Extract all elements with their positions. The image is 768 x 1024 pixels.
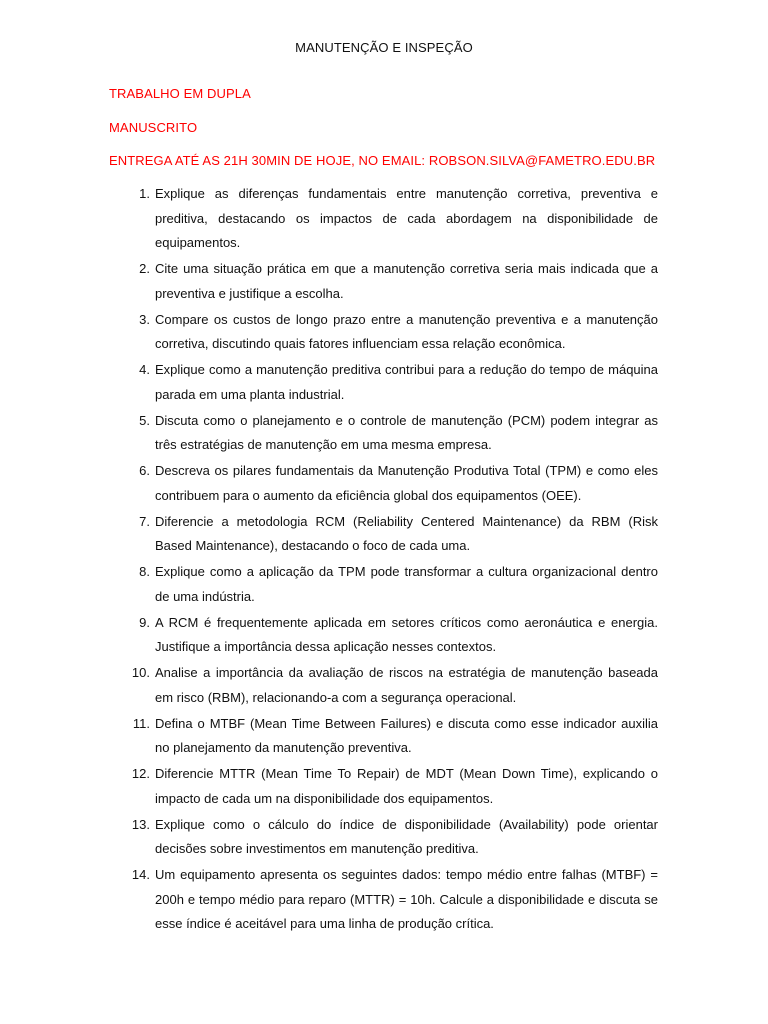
question-number: 14.: [131, 867, 150, 882]
question-number: 9.: [139, 614, 150, 630]
question-text: Discuta como o planejamento e o controle de manutenção (PCM) podem integrar as três estratégias de manutenção em uma mesma empresa.: [155, 412, 658, 452]
question-text: Compare os custos de longo prazo entre a manutenção preventiva e a manutenção corretiva, discutindo quais fatores influenciam essa relação econômica.: [155, 311, 658, 351]
question-number: 6.: [139, 463, 150, 478]
question-text: A RCM é frequentemente aplicada em setores críticos como aeronáutica e energia. Justifique a importância dessa aplicação nesses contextos.: [155, 614, 658, 654]
list-item: [0, 182, 768, 256]
question-number: 8.: [139, 564, 150, 579]
question-text: Explique como a aplicação da TPM pode transformar a cultura organizacional dentro de uma indústria.: [155, 564, 658, 604]
question-text: Analise a importância da avaliação de riscos na estratégia de manutenção baseada em risco (RBM), relacionando-a com a segurança operacional.: [155, 665, 658, 705]
question-number: 4.: [139, 362, 150, 377]
question-text: Explique as diferenças fundamentais entre manutenção corretiva, preventiva e preditiva, destacando os impactos de cada abordagem na disponibilidade de equipamentos.: [155, 186, 658, 250]
list-item: [0, 661, 768, 710]
list-item: [0, 863, 768, 937]
list-item: [0, 510, 768, 559]
question-text: Diferencie a metodologia RCM (Reliability Centered Maintenance) da RBM (Risk Based Maintenance), destacando o foco de cada uma.: [155, 513, 658, 553]
list-item: [0, 813, 768, 862]
list-item: [0, 560, 768, 609]
question-text: Descreva os pilares fundamentais da Manutenção Produtiva Total (TPM) e como eles contribuem para o aumento da eficiência global dos equipamentos (OEE).: [155, 463, 658, 503]
question-number: 11.: [132, 715, 150, 731]
list-item: [0, 762, 768, 811]
assignment-format-line: MANUSCRITO: [109, 120, 198, 135]
question-number: 13.: [131, 816, 150, 832]
list-item: [0, 712, 768, 761]
question-number: 12.: [131, 766, 150, 781]
list-item: [0, 308, 768, 357]
question-text: Cite uma situação prática em que a manutenção corretiva seria mais indicada que a preventiva e justifique a escolha.: [155, 261, 658, 301]
question-number: 1.: [139, 186, 150, 201]
question-text: Explique como a manutenção preditiva contribui para a redução do tempo de máquina parada em uma planta industrial.: [155, 362, 658, 402]
deadline-line: ENTREGA ATÉ AS 21H 30MIN DE HOJE, NO EMAIL: ROBSON.SILVA@FAMETRO.EDU.BR: [109, 153, 656, 168]
list-item: [0, 409, 768, 458]
question-text: Defina o MTBF (Mean Time Between Failures) e discuta como esse indicador auxilia no planejamento da manutenção preventiva.: [155, 715, 658, 755]
question-text: Explique como o cálculo do índice de disponibilidade (Availability) pode orientar decisões sobre investimentos em manutenção preditiva.: [155, 816, 658, 856]
assignment-type-line: TRABALHO EM DUPLA: [109, 86, 251, 101]
list-item: [0, 257, 768, 306]
document-title: MANUTENÇÃO E INSPEÇÃO: [295, 40, 473, 55]
question-number: 7.: [139, 513, 150, 529]
list-item: [0, 459, 768, 508]
question-text: Diferencie MTTR (Mean Time To Repair) de MDT (Mean Down Time), explicando o impacto de cada um na disponibilidade dos equipamentos.: [155, 766, 658, 806]
list-item: [0, 611, 768, 660]
question-number: 2.: [139, 261, 150, 276]
question-number: 3.: [139, 311, 150, 327]
question-text: Um equipamento apresenta os seguintes dados: tempo médio entre falhas (MTBF) = 200h e tempo médio para reparo (MTTR) = 10h. Calcule a disponibilidade e discuta se esse índice é aceitável para uma linha de produção crítica.: [155, 867, 658, 931]
question-list: [0, 182, 768, 938]
question-number: 10.: [131, 665, 150, 680]
question-number: 5.: [139, 412, 150, 428]
list-item: [0, 358, 768, 407]
